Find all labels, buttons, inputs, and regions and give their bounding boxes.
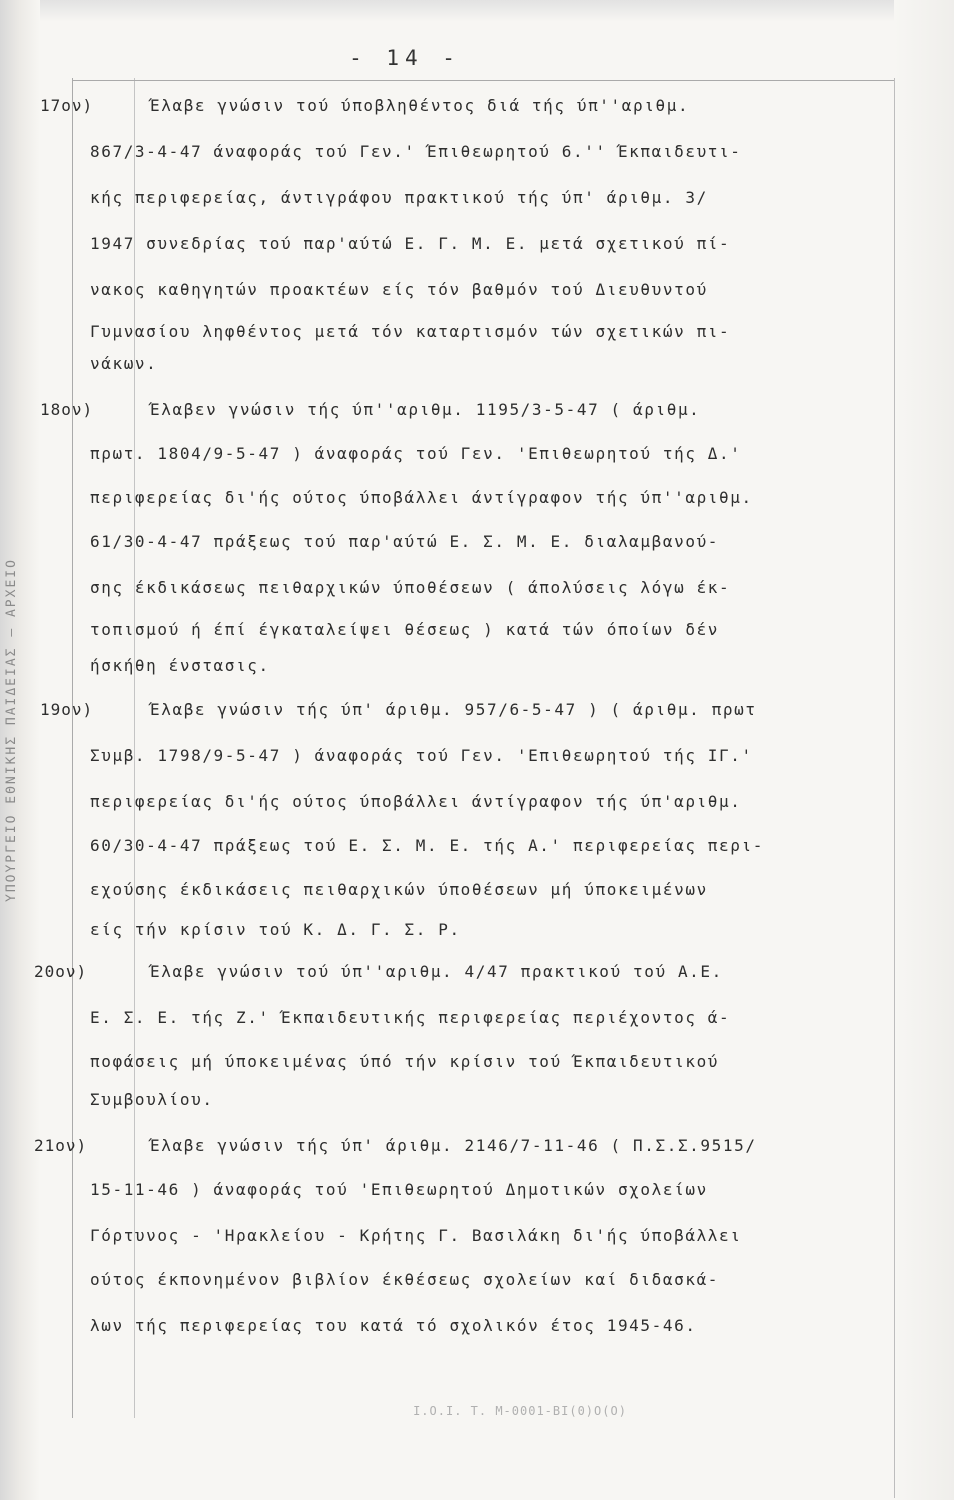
item-line: Έλαβε γνώσιν τής ύπ' άριθμ. 957/6-5-47 ) ( άριθμ. πρωτ [150,700,757,719]
scan-shadow-right [894,0,954,1500]
item-line: είς τήν κρίσιν τού Κ. Δ. Γ. Σ. Ρ. [90,920,461,939]
item-line: ούτος έκπονημένον βιβλίον έκθέσεως σχολείων καί διδασκά- [90,1270,720,1289]
item-line: 61/30-4-47 πράξεως τού παρ'αύτώ Ε. Σ. Μ. Ε. διαλαμβανού- [90,532,720,551]
margin-line-left [72,78,73,1418]
item-number: 21ον) [34,1136,88,1155]
item-line: σης έκδικάσεως πειθαρχικών ύποθέσεων ( άπολύσεις λόγω έκ- [90,578,731,597]
item-line: ήσκήθη ένστασις. [90,656,270,675]
item-line: Συμβουλίου. [90,1090,214,1109]
item-number: 19ον) [40,700,94,719]
item-number: 20ον) [34,962,88,981]
item-line: νάκων. [90,354,158,373]
item-line: Συμβ. 1798/9-5-47 ) άναφοράς τού Γεν. 'Επιθεωρητού τής ΙΓ.' [90,746,753,765]
item-line: 15-11-46 ) άναφοράς τού 'Επιθεωρητού Δημοτικών σχολείων [90,1180,708,1199]
item-line: περιφερείας δι'ής ούτος ύποβάλλει άντίγραφον τής ύπ''αριθμ. [90,488,753,507]
item-line: κής περιφερείας, άντιγράφου πρακτικού τής ύπ' άριθμ. 3/ [90,188,708,207]
item-line: 867/3-4-47 άναφοράς τού Γεν.' Έπιθεωρητού 6.'' Έκπαιδευτι- [90,142,742,161]
item-line: περιφερείας δι'ής ούτος ύποβάλλει άντίγραφον τής ύπ'αριθμ. [90,792,742,811]
item-line: εχούσης έκδικάσεις πειθαρχικών ύποθέσεων μή ύποκειμένων [90,880,708,899]
item-line: Έλαβε γνώσιν τού ύποβληθέντος διά τής ύπ''αριθμ. [150,96,690,115]
archive-stamp: ΥΠΟΥΡΓΕΙΟ ΕΘΝΙΚΗΣ ΠΑΙΔΕΙΑΣ – ΑΡΧΕΙΟ [4,558,19,902]
item-line: ποφάσεις μή ύποκειμένας ύπό τήν κρίσιν τού Έκπαιδευτικού [90,1052,720,1071]
item-line: Γόρτυνος - 'Ηρακλείου - Κρήτης Γ. Βασιλάκη δι'ής ύποβάλλει [90,1226,742,1245]
item-line: Έλαβε γνώσιν τού ύπ''αριθμ. 4/47 πρακτικού τού Α.Ε. [150,962,723,981]
header-rule [72,80,894,81]
item-line: Γυμνασίου ληφθέντος μετά τόν καταρτισμόν τών σχετικών πι- [90,322,731,341]
item-line: λων τής περιφερείας του κατά τό σχολικόν έτος 1945-46. [90,1316,697,1335]
item-line: τοπισμού ή έπί έγκαταλείψει θέσεως ) κατά τών όποίων δέν [90,620,720,639]
item-line: νακος καθηγητών προακτέων είς τόν βαθμόν τού Διευθυντού [90,280,708,299]
item-number: 18ον) [40,400,94,419]
archive-reference-code: Ι.Ο.Ι. Τ. Μ-0001-ΒΙ(0)Ο(Ο) [413,1404,627,1418]
item-line: Έλαβεν γνώσιν τής ύπ''αριθμ. 1195/3-5-47 ( άριθμ. [150,400,701,419]
item-number: 17ον) [40,96,94,115]
page-number: - 14 - [349,46,461,70]
item-line: Ε. Σ. Ε. τής Ζ.' Έκπαιδευτικής περιφερείας περιέχοντος ά- [90,1008,731,1027]
item-line: Έλαβε γνώσιν τής ύπ' άριθμ. 2146/7-11-46 ( Π.Σ.Σ.9515/ [150,1136,757,1155]
item-line: πρωτ. 1804/9-5-47 ) άναφοράς τού Γεν. 'Επιθεωρητού τής Δ.' [90,444,742,463]
item-line: 60/30-4-47 πράξεως τού Ε. Σ. Μ. Ε. τής Α.' περιφερείας περι- [90,836,764,855]
scan-shadow-top [0,0,954,22]
item-line: 1947 συνεδρίας τού παρ'αύτώ Ε. Γ. Μ. Ε. μετά σχετικού πί- [90,234,731,253]
margin-line-right [894,78,895,1498]
